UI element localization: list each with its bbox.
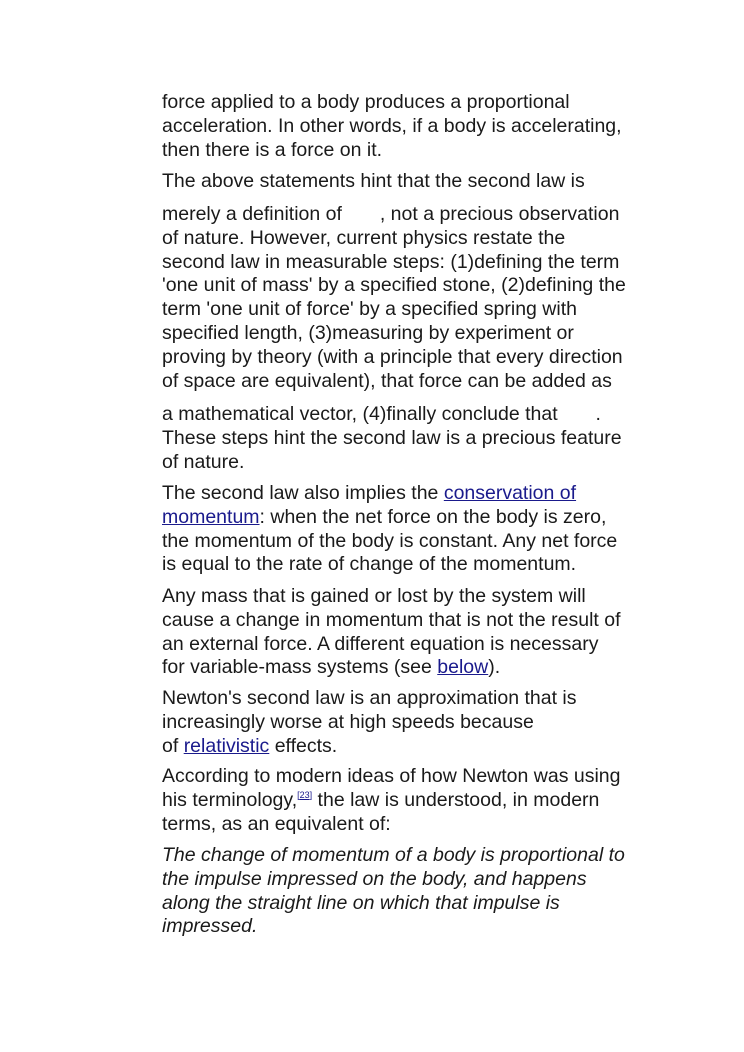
- text-line: of nature.: [162, 450, 245, 473]
- text-line: cause a change in momentum that is not the result of: [162, 608, 621, 631]
- text-line: is equal to the rate of change of the momentum.: [162, 553, 577, 576]
- text-line: [162, 506, 662, 530]
- text-line: [162, 656, 662, 680]
- text-line: According to modern ideas of how Newton was using: [162, 765, 621, 787]
- text-line: then there is a force on it.: [162, 138, 383, 161]
- text-segment: for variable-mass systems (see: [162, 656, 438, 679]
- text-line: proving by theory (with a principle that every direction: [162, 345, 623, 368]
- text-line: [162, 482, 662, 506]
- text-line: acceleration. In other words, if a body is accelerating,: [162, 114, 622, 137]
- momentum-link[interactable]: momentum: [162, 505, 260, 528]
- text-line: impressed.: [162, 915, 258, 938]
- text-line: second law in measurable steps: (1)defining the term: [162, 250, 620, 273]
- text-line: 'one unit of mass' by a specified stone, (2)defining the: [162, 274, 626, 297]
- text-line: the impulse impressed on the body, and happens: [162, 867, 587, 890]
- paragraph-variable-mass: [162, 585, 662, 680]
- text-segment: his terminology,: [162, 788, 298, 811]
- relativistic-link[interactable]: relativistic: [183, 734, 270, 757]
- text-segment: The second law also implies the: [162, 482, 444, 504]
- text-line: The change of momentum of a body is proportional to: [162, 844, 625, 866]
- paragraph-statements-hint: [162, 170, 662, 194]
- text-line: merely a definition of , not a precious observation: [162, 203, 620, 225]
- below-link[interactable]: below: [437, 656, 489, 679]
- text-line: Any mass that is gained or lost by the system will: [162, 585, 586, 607]
- text-line: a mathematical vector, (4)finally conclude that .: [162, 403, 601, 425]
- text-line: of nature. However, current physics restate the: [162, 226, 566, 249]
- text-line: [162, 735, 662, 759]
- text-line: The above statements hint that the second law is: [162, 170, 585, 192]
- text-segment: ).: [488, 656, 501, 679]
- paragraph-definition: [162, 203, 662, 393]
- text-line: the momentum of the body is constant. Any net force: [162, 529, 618, 552]
- text-segment: of: [162, 734, 184, 757]
- text-line: force applied to a body produces a proportional: [162, 91, 570, 113]
- quote-momentum-impulse: [162, 844, 662, 939]
- paragraph-relativistic: [162, 687, 662, 758]
- paragraph-momentum: [162, 482, 662, 577]
- text-segment: effects.: [269, 734, 338, 757]
- text-line: of space are equivalent), that force can be added as: [162, 369, 612, 392]
- text-line: [162, 789, 662, 813]
- citation-link[interactable]: [23]: [297, 789, 313, 800]
- text-line: term 'one unit of force' by a specified spring with: [162, 298, 577, 321]
- text-line: These steps hint the second law is a precious feature: [162, 426, 622, 449]
- text-segment: the law is understood, in modern: [312, 788, 600, 811]
- text-line: Newton's second law is an approximation that is: [162, 687, 577, 709]
- text-line: along the straight line on which that impulse is: [162, 891, 560, 914]
- text-line: specified length, (3)measuring by experiment or: [162, 321, 574, 344]
- conservation-of-momentum-link[interactable]: conservation of: [443, 482, 577, 504]
- text-line: increasingly worse at high speeds because: [162, 710, 534, 733]
- citation-ref: [297, 790, 312, 800]
- paragraph-vector: [162, 403, 662, 474]
- text-line: an external force. A different equation is necessary: [162, 632, 599, 655]
- text-line: terms, as an equivalent of:: [162, 812, 391, 835]
- paragraph-terminology: [162, 765, 662, 836]
- paragraph-force-acceleration: [162, 91, 662, 162]
- text-segment: : when the net force on the body is zero,: [259, 505, 607, 528]
